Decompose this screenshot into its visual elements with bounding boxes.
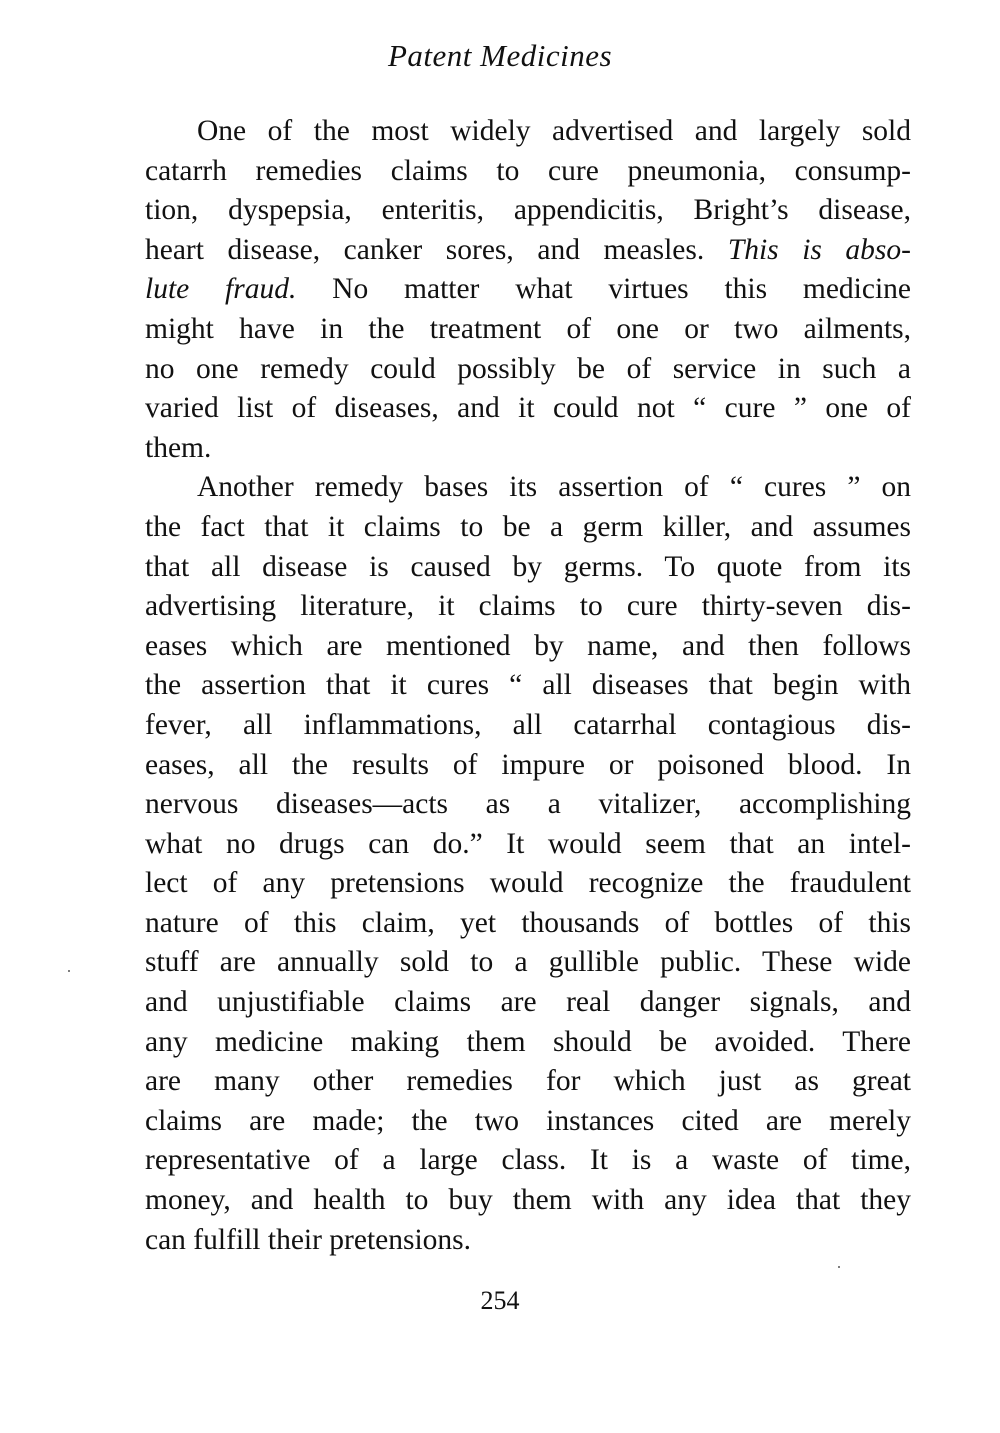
text-line bbox=[145, 706, 911, 746]
text-segment: representative of a large class. It is a waste of time, bbox=[145, 1144, 911, 1177]
body-text bbox=[145, 112, 911, 1260]
text-line bbox=[145, 152, 911, 192]
text-segment: One of the most widely advertised and largely sold bbox=[197, 115, 911, 147]
text-line bbox=[145, 310, 911, 350]
text-line bbox=[145, 231, 911, 271]
text-line bbox=[145, 389, 911, 429]
text-segment: nature of this claim, yet thousands of bottles of this bbox=[145, 906, 911, 939]
text-segment: stuff are annually sold to a gullible public. These wide bbox=[145, 946, 911, 979]
text-line bbox=[145, 785, 911, 825]
text-line bbox=[145, 666, 911, 706]
text-line bbox=[145, 112, 911, 152]
text-line bbox=[145, 983, 911, 1023]
text-segment: no one remedy could possibly be of service in such a bbox=[145, 352, 911, 385]
text-segment: money, and health to buy them with any idea that they bbox=[145, 1184, 911, 1217]
text-line bbox=[145, 508, 911, 548]
text-line bbox=[145, 587, 911, 627]
text-segment: varied list of diseases, and it could not “ cure ” one of bbox=[145, 392, 911, 425]
text-line bbox=[145, 1141, 911, 1181]
text-line bbox=[145, 904, 911, 944]
text-line bbox=[145, 468, 911, 508]
text-segment: eases, all the results of impure or poisoned blood. In bbox=[145, 748, 911, 781]
text-segment: lect of any pretensions would recognize the fraudulent bbox=[145, 867, 911, 900]
scan-speck bbox=[68, 970, 70, 972]
text-line bbox=[145, 943, 911, 983]
text-segment: can fulfill their pretensions. bbox=[145, 1223, 472, 1256]
text-line bbox=[145, 825, 911, 865]
running-head: Patent Medicines bbox=[387, 38, 613, 73]
text-line bbox=[145, 270, 911, 310]
text-segment: nervous diseases—acts as a vitalizer, accomplishing bbox=[145, 788, 911, 821]
text-segment: might have in the treatment of one or two ailments, bbox=[145, 312, 911, 345]
text-segment: that all disease is caused by germs. To quote from its bbox=[145, 550, 911, 583]
text-line bbox=[145, 1023, 911, 1063]
text-line bbox=[145, 864, 911, 904]
page-number: 254 bbox=[480, 1286, 520, 1315]
text-line bbox=[145, 548, 911, 588]
text-line bbox=[145, 429, 911, 469]
text-line bbox=[145, 1062, 911, 1102]
text-segment: tion, dyspepsia, enteritis, appendicitis, Bright’s disease, bbox=[145, 194, 911, 227]
text-line bbox=[145, 1221, 911, 1261]
scan-speck bbox=[838, 1266, 840, 1268]
text-segment: fever, all inflammations, all catarrhal contagious dis- bbox=[145, 708, 911, 741]
text-segment: eases which are mentioned by name, and then follows bbox=[145, 629, 911, 662]
text-segment: any medicine making them should be avoided. There bbox=[145, 1025, 911, 1058]
text-line bbox=[145, 627, 911, 667]
text-line bbox=[145, 191, 911, 231]
text-segment: Another remedy bases its assertion of “ cures ” on bbox=[197, 471, 911, 504]
paragraph bbox=[145, 468, 911, 1260]
text-line bbox=[145, 350, 911, 390]
text-segment: and unjustifiable claims are real danger signals, and bbox=[145, 986, 911, 1019]
text-segment: the fact that it claims to be a germ killer, and assumes bbox=[145, 510, 911, 543]
text-line bbox=[145, 1181, 911, 1221]
paragraph bbox=[145, 112, 911, 468]
text-segment: what no drugs can do.” It would seem that an intel- bbox=[145, 827, 911, 860]
text-segment: catarrh remedies claims to cure pneumonia, consump- bbox=[145, 154, 911, 187]
text-segment: No matter what virtues this medicine bbox=[296, 273, 911, 306]
text-segment: them. bbox=[145, 431, 212, 464]
text-line bbox=[145, 746, 911, 786]
text-segment: claims are made; the two instances cited are merely bbox=[145, 1104, 911, 1137]
italic-text: lute fraud. bbox=[145, 273, 297, 306]
italic-text: This is abso- bbox=[727, 233, 911, 266]
text-segment: are many other remedies for which just as great bbox=[145, 1065, 911, 1098]
text-segment: the assertion that it cures “ all diseases that begin with bbox=[145, 669, 911, 702]
text-segment: heart disease, canker sores, and measles. bbox=[145, 233, 728, 266]
text-line bbox=[145, 1102, 911, 1142]
text-segment: advertising literature, it claims to cure thirty-seven dis- bbox=[145, 590, 911, 623]
